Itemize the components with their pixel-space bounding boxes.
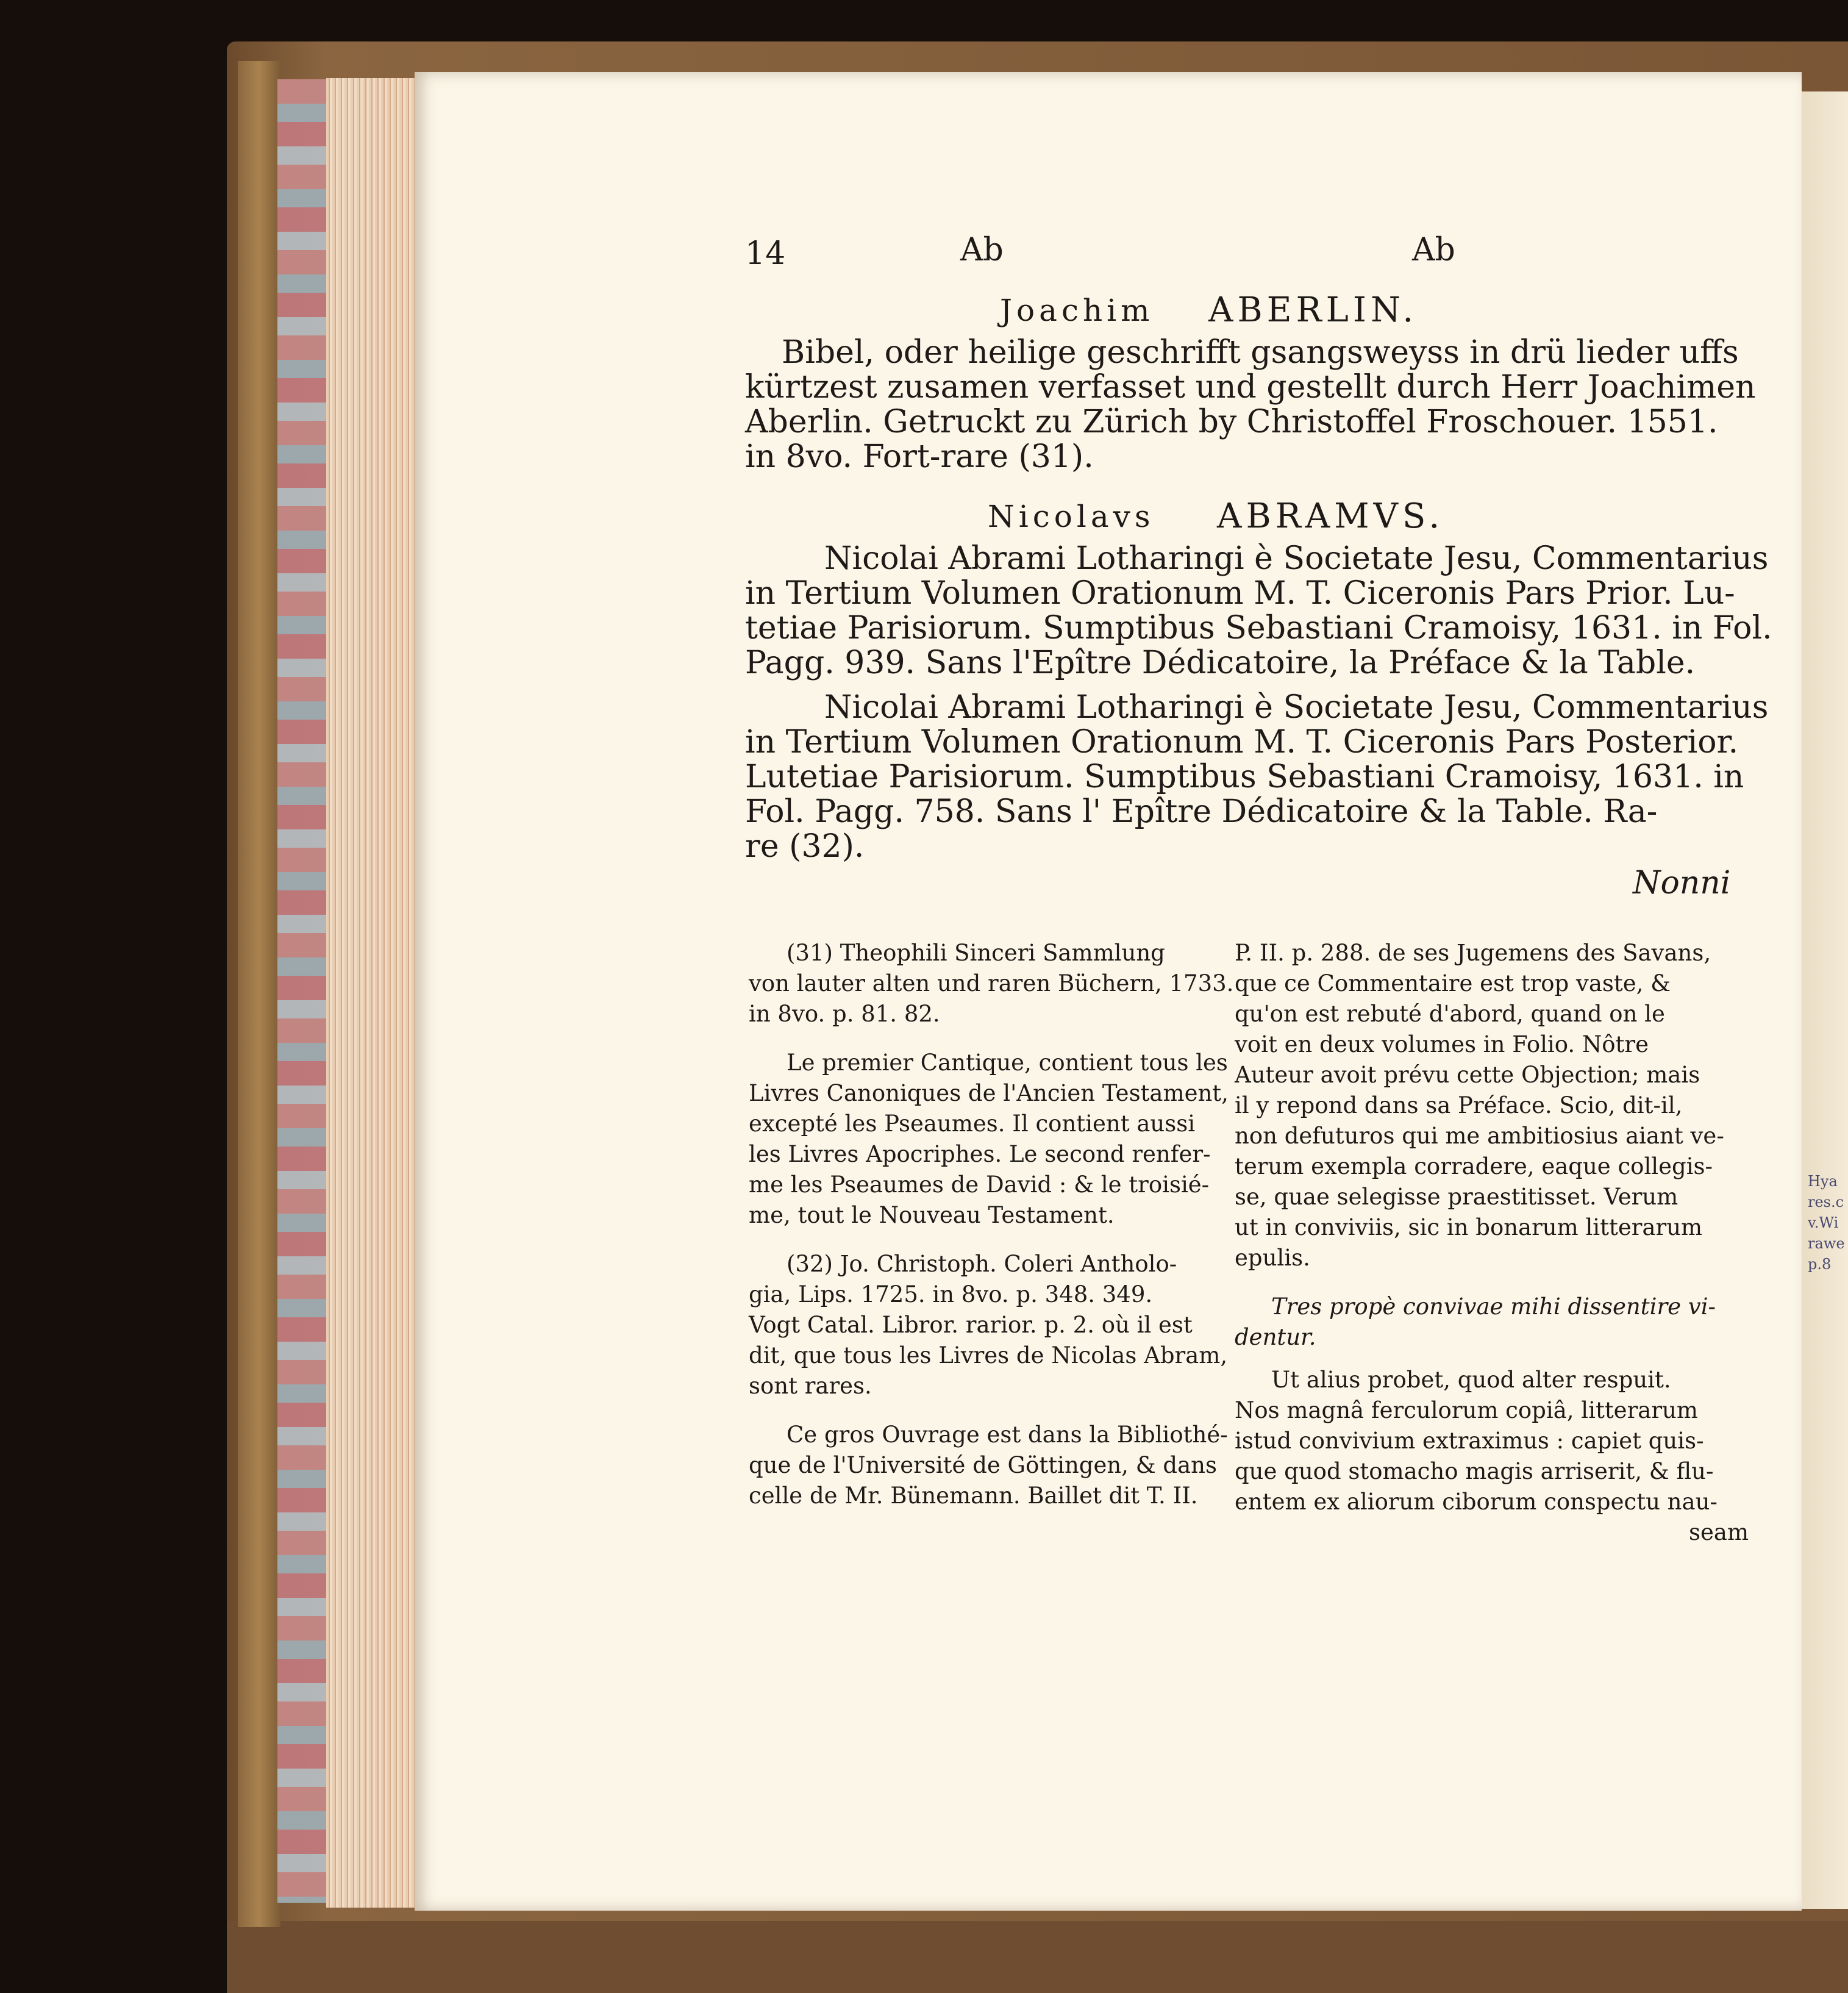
entry-heading-first: Joachim <box>1000 293 1154 328</box>
footnote-31-line-1: (31) Theophili Sinceri Sammlung <box>787 940 1165 966</box>
footnote-32-cont-line-2: que de l'Université de Göttingen, & dans <box>749 1452 1217 1478</box>
entry2-para1-line-3: tetiae Parisiorum. Sumptibus Sebastiani Cramoisy, 1631. in Fol. <box>745 610 1772 646</box>
verse-line-2: dentur. <box>1235 1324 1316 1350</box>
footnote-31-cont-line-3: excepté les Pseaumes. Il contient aussi <box>749 1111 1196 1137</box>
footnote-32-line-4: dit, que tous les Livres de Nicolas Abram, <box>749 1342 1228 1369</box>
footnote-right-line-16: entem ex aliorum ciborum conspectu nau- <box>1235 1489 1718 1515</box>
entry1-line-3: Aberlin. Getruckt zu Zürich by Christoffel Froschouer. 1551. <box>745 404 1718 440</box>
footnote-right-line-9: se, quae selegisse praestitisset. Verum <box>1235 1184 1679 1210</box>
book-spine <box>238 61 280 1927</box>
footnote-right-line-2: que ce Commentaire est trop vaste, & <box>1235 970 1671 997</box>
entry2-heading-last: ABRAMVS. <box>1217 496 1444 536</box>
footnote-31-cont-line-4: les Livres Apocriphes. Le second renfer- <box>749 1141 1211 1167</box>
footnote-right-line-4: voit en deux volumes in Folio. Nôtre <box>1235 1031 1649 1057</box>
footnote-32-line-3: Vogt Catal. Libror. rarior. p. 2. où il est <box>749 1312 1193 1338</box>
footnote-31-cont-line-1: Le premier Cantique, contient tous les <box>787 1050 1228 1076</box>
page-edges <box>326 78 418 1908</box>
footnote-right-line-1: P. II. p. 288. de ses Jugemens des Savans, <box>1235 940 1711 966</box>
entry2-para1-line-2: in Tertium Volumen Orationum M. T. Ciceronis Pars Prior. Lu- <box>745 575 1735 612</box>
footnote-right-line-15: que quod stomacho magis arriserit, & flu- <box>1235 1458 1714 1484</box>
footnote-32-line-5: sont rares. <box>749 1373 872 1399</box>
verse-line-1: Tres propè convivae mihi dissentire vi- <box>1271 1293 1716 1320</box>
footnote-right-line-8: terum exempla corradere, eaque collegis- <box>1235 1153 1713 1179</box>
footnote-right-line-13: Nos magnâ ferculorum copiâ, litterarum <box>1235 1397 1698 1423</box>
entry1-line-1: Bibel, oder heilige geschrifft gsangsweyss in drü lieder uffs <box>782 334 1739 371</box>
entry2-para2-line-2: in Tertium Volumen Orationum M. T. Ciceronis Pars Posterior. <box>745 724 1739 760</box>
entry2-para2-line-1: Nicolai Abrami Lotharingi è Societate Jesu, Commentarius <box>824 689 1769 726</box>
margin-handwriting: Hya res.c v.Wi rawe p.8 <box>1808 1173 1845 1273</box>
footnote-32-line-2: gia, Lips. 1725. in 8vo. p. 348. 349. <box>749 1281 1153 1308</box>
entry-heading-last: ABERLIN. <box>1208 290 1418 330</box>
entry2-heading-first: Nicolavs <box>988 499 1155 534</box>
catchword: Nonni <box>1633 865 1731 901</box>
marbled-endpaper <box>277 79 326 1903</box>
footnote-right-line-12: Ut alius probet, quod alter respuit. <box>1271 1367 1671 1393</box>
footnote-32-cont-line-1: Ce gros Ouvrage est dans la Bibliothé- <box>787 1422 1228 1448</box>
running-head-right: Ab <box>1412 232 1455 268</box>
facing-page-edge <box>1799 91 1848 1909</box>
running-head-left: Ab <box>960 232 1004 268</box>
book-page <box>415 72 1802 1911</box>
entry2-para2-line-3: Lutetiae Parisiorum. Sumptibus Sebastiani Cramoisy, 1631. in <box>745 759 1744 795</box>
entry1-line-2: kürtzest zusamen verfasset und gestellt durch Herr Joachimen <box>745 369 1756 406</box>
footnote-31-cont-line-6: me, tout le Nouveau Testament. <box>749 1202 1115 1228</box>
footnote-31-cont-line-2: Livres Canoniques de l'Ancien Testament, <box>749 1080 1229 1106</box>
footnote-right-line-7: non defuturos qui me ambitiosius aiant ve- <box>1235 1123 1724 1149</box>
footnote-31-line-3: in 8vo. p. 81. 82. <box>749 1001 940 1027</box>
footnote-31-cont-line-5: me les Pseaumes de David : & le troisié- <box>749 1172 1210 1198</box>
entry2-para2-line-4: Fol. Pagg. 758. Sans l' Epître Dédicatoire & la Table. Ra- <box>745 793 1658 830</box>
footnote-32-line-1: (32) Jo. Christoph. Coleri Antholo- <box>787 1251 1177 1277</box>
footnote-32-cont-line-3: celle de Mr. Bünemann. Baillet dit T. II. <box>749 1483 1198 1509</box>
entry2-para1-line-4: Pagg. 939. Sans l'Epître Dédicatoire, la Préface & la Table. <box>745 645 1696 681</box>
entry1-line-4: in 8vo. Fort-rare (31). <box>745 438 1094 475</box>
footnote-31-line-2: von lauter alten und raren Büchern, 1733. <box>749 970 1234 997</box>
footnote-right-line-14: istud convivium extraximus : capiet quis- <box>1235 1428 1704 1454</box>
book-cover-bottom <box>227 1921 1848 1993</box>
footnote-right-line-10: ut in conviviis, sic in bonarum litterarum <box>1235 1214 1703 1240</box>
page-number: 14 <box>745 235 786 272</box>
footnote-right-line-3: qu'on est rebuté d'abord, quand on le <box>1235 1001 1665 1027</box>
footnote-right-line-6: il y repond dans sa Préface. Scio, dit-il, <box>1235 1092 1683 1118</box>
footnote-right-catchword: seam <box>1689 1519 1749 1545</box>
entry2-para2-line-5: re (32). <box>745 828 865 865</box>
entry2-para1-line-1: Nicolai Abrami Lotharingi è Societate Jesu, Commentarius <box>824 540 1769 577</box>
footnote-right-line-11: epulis. <box>1235 1245 1310 1271</box>
footnote-right-line-5: Auteur avoit prévu cette Objection; mais <box>1235 1062 1700 1088</box>
